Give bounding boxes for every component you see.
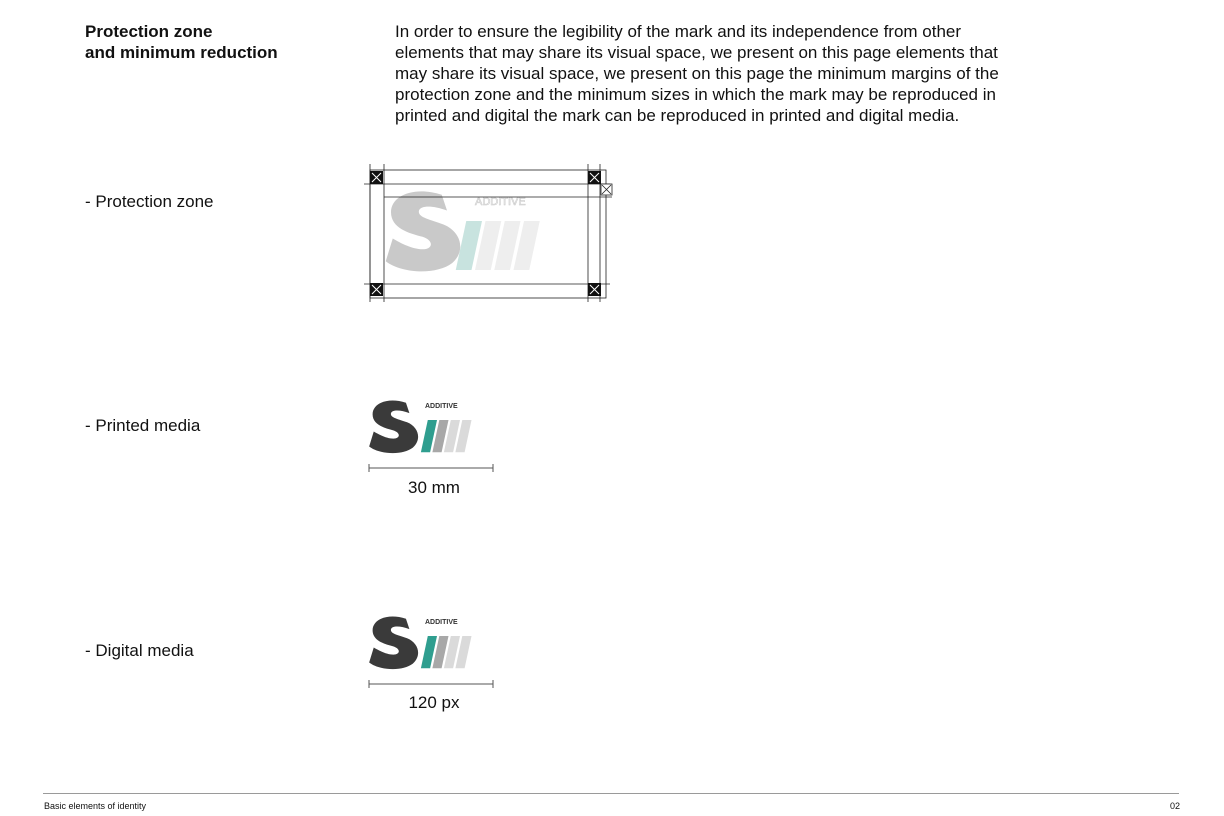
page-title-line-2: and minimum reduction xyxy=(85,43,278,62)
corner-mark-bottom-left xyxy=(370,283,383,296)
section-label-digital-media: - Digital media xyxy=(85,641,194,660)
printed-media-measure: 30 mm xyxy=(408,478,460,497)
printed-measure-line xyxy=(369,464,493,472)
ghost-logo-wordmark: ADDITIVE xyxy=(475,196,526,208)
corner-mark-top-right xyxy=(588,171,601,184)
intro-line-3: may share its visual space, we present on this page the minimum margins of the xyxy=(395,64,999,83)
intro-line-1: In order to ensure the legibility of the mark and its independence from other xyxy=(395,22,962,41)
intro-line-5: printed and digital the mark can be reproduced in printed and digital media. xyxy=(395,106,960,125)
footer-section-title: Basic elements of identity xyxy=(44,801,147,811)
digital-media-logo xyxy=(366,611,498,691)
digital-measure-line xyxy=(369,680,493,688)
ghost-logo xyxy=(386,191,540,271)
footer-divider xyxy=(43,793,1179,794)
printed-media-logo xyxy=(366,395,498,475)
page-number: 02 xyxy=(1169,801,1180,811)
printed-logo-s-mark xyxy=(369,400,418,453)
digital-logo-s-mark xyxy=(369,616,418,669)
digital-logo-wordmark: ADDITIVE xyxy=(425,619,458,626)
section-label-printed-media: - Printed media xyxy=(85,416,201,435)
corner-mark-bottom-right xyxy=(588,283,601,296)
intro-line-2: elements that may share its visual space, we present on this page elements that xyxy=(395,43,998,62)
page-title xyxy=(85,21,278,63)
corner-mark-wordmark xyxy=(601,184,612,195)
digital-media-measure: 120 px xyxy=(408,693,460,712)
printed-logo-wordmark: ADDITIVE xyxy=(425,403,458,410)
page-title-line-1: Protection zone xyxy=(85,22,213,41)
corner-mark-top-left xyxy=(370,171,383,184)
protection-zone-diagram xyxy=(360,160,620,310)
intro-paragraph xyxy=(395,21,1035,126)
section-label-protection-zone: - Protection zone xyxy=(85,192,214,211)
ghost-logo-s-mark xyxy=(386,191,461,271)
intro-line-4: protection zone and the minimum sizes in which the mark may be reproduced in xyxy=(395,85,996,104)
